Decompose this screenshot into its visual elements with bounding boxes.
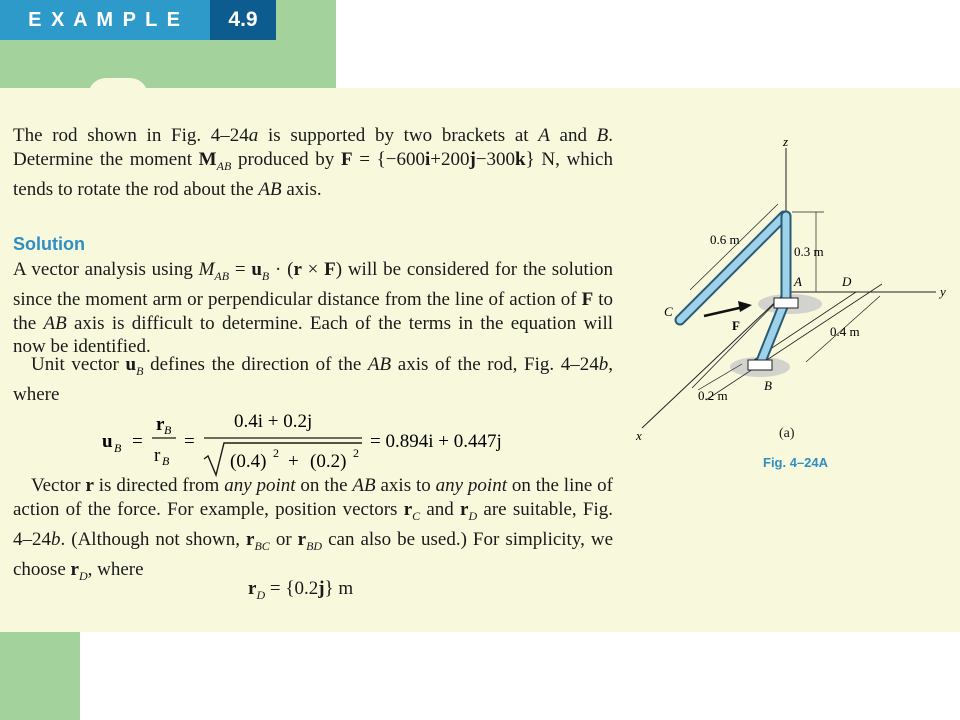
eq-rB-den-sub: B [162,454,170,468]
panel-tab [88,78,148,108]
solution-paragraph-3: Vector r is directed from any point on the AB axis to any point on the line of action of the force. For example, position vectors $r_C$ and $r_D$ are suitable, Fig. 4–24b. (Although not shown, $r_{BC}$ or $r_{BD}$ can also be used.) For simplicity, we choose $r_D$, where [13,475,614,583]
label-y: y [940,284,946,299]
problem-statement: The rod shown in Fig. 4–24a is supported by two brackets at A and B. Determine the moment $M_{AB}$ produced by F = {−600i+200j−300k} N, which tends to rotate the rod about the AB axis. [13,125,613,200]
eq-sq-b: 2 [353,446,359,460]
figure-caption: Fig. 4–24A [763,455,829,470]
dim-02-line [698,364,742,390]
label-02: 0.2 m [698,388,728,403]
position-vector-equation: $r_D = \{0.2j\}$ m [248,578,354,602]
eq-rB-den: r [154,445,161,466]
eq-u-sub: B [114,441,122,455]
label-C: C [664,304,673,319]
label-03: 0.3 m [794,244,824,259]
example-label: E X A M P L E [28,8,182,31]
label-x: x [636,428,642,443]
bracket-a [774,298,798,308]
eq-result: = 0.894i + 0.447j [370,431,502,452]
eq-u: u [102,431,113,452]
rod-figure [628,128,960,476]
solution-paragraph-2: Unit vector $u_B$ defines the direction of the AB axis of the rod, Fig. 4–24b, where [13,354,613,406]
label-A: A [794,274,802,289]
label-04: 0.4 m [830,324,860,339]
solution-heading: Solution [13,234,85,254]
eq-rB-num-sub: B [164,423,172,437]
label-B: B [764,378,772,393]
eq-plus: + [288,451,299,472]
eq-den-a: (0.4) [230,451,267,472]
eq-den-b: (0.2) [310,451,347,472]
dim-06-line [690,204,778,290]
label-D: D [842,274,852,289]
label-06: 0.6 m [710,232,740,247]
force-arrow-head [738,301,752,312]
eq-sq-a: 2 [273,446,279,460]
eq-equals-1: = [132,431,143,452]
eq-equals-2: = [184,431,195,452]
unit-vector-equation [100,403,540,481]
bracket-b [748,360,772,370]
label-F: F [732,318,740,333]
example-number: 4.9 [228,8,258,31]
eq-rB-num: r [156,414,165,435]
solution-paragraph-1: A vector analysis using $M_{AB} = u_B \cdot (r \times F)$ will be considered for the solution since the moment arm or perpendicular distance from the line of action of F to the AB axis is difficult to determine. Each of the terms in the equation will now be identified. [13,259,614,358]
label-z: z [783,134,789,149]
eq-numerator: 0.4i + 0.2j [234,411,313,432]
figure-subcaption: (a) [779,426,795,441]
